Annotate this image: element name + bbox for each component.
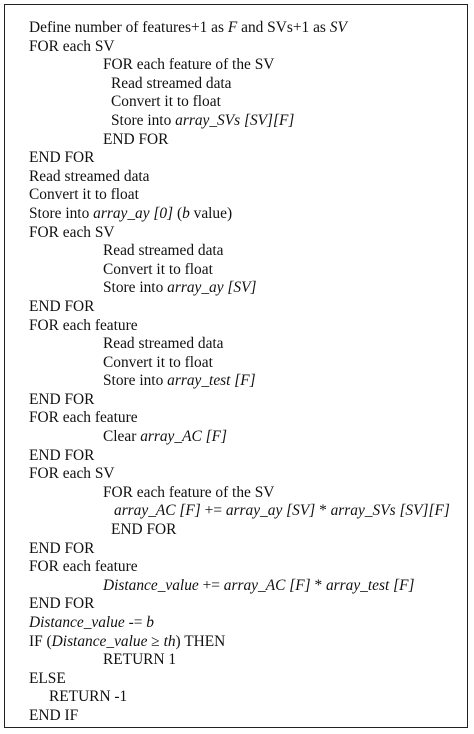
code-text: END FOR — [103, 130, 169, 148]
code-line — [25, 391, 465, 410]
code-text: FOR each SV — [29, 37, 115, 55]
code-line — [25, 261, 465, 280]
code-text: END IF — [29, 706, 79, 724]
code-line — [25, 93, 465, 112]
code-line — [25, 298, 465, 317]
code-text: * — [315, 502, 331, 520]
code-text: * — [310, 576, 326, 594]
code-text: += — [198, 576, 224, 594]
code-text: Clear — [103, 428, 141, 446]
code-text: Read streamed data — [103, 242, 224, 260]
code-line — [25, 186, 465, 205]
code-variable: b — [182, 204, 190, 222]
code-variable: b — [146, 614, 154, 631]
code-line — [25, 279, 465, 298]
code-text: RETURN 1 — [103, 651, 177, 669]
code-text: FOR each feature — [29, 316, 138, 334]
code-text: Store into — [103, 279, 168, 297]
code-line — [25, 521, 465, 540]
code-variable: th — [163, 632, 176, 650]
code-line — [25, 242, 465, 261]
code-text: Convert it to float — [29, 186, 139, 204]
code-variable: array_ay [SV] — [167, 279, 257, 297]
code-variable: F — [227, 19, 238, 36]
code-text: END FOR — [29, 539, 95, 557]
code-variable: Distance_value — [103, 576, 199, 594]
code-text: Read streamed data — [29, 167, 150, 185]
code-text: RETURN -1 — [49, 688, 128, 706]
code-line — [25, 112, 465, 131]
code-line — [25, 149, 465, 168]
code-line — [25, 168, 465, 187]
code-text: Store into — [111, 111, 176, 129]
code-variable: array_ay [SV] — [225, 502, 316, 520]
code-text: ELSE — [29, 669, 66, 687]
code-text: Convert it to float — [103, 260, 213, 278]
code-line — [25, 558, 465, 577]
code-variable: array_test [F] — [325, 576, 415, 594]
code-variable: array_ay [0] — [93, 204, 174, 222]
code-text: FOR each feature of the SV — [103, 56, 275, 74]
code-variable: Distance_value — [51, 632, 148, 650]
code-variable: array_AC [F] — [114, 502, 201, 520]
code-text: END FOR — [111, 521, 177, 539]
code-variable: SV — [329, 19, 347, 36]
code-text: and SVs+1 as — [237, 19, 330, 36]
code-text: FOR each SV — [29, 223, 115, 241]
code-text: END FOR — [29, 149, 95, 167]
code-text: FOR each SV — [29, 465, 115, 483]
code-variable: Distance_value — [29, 614, 125, 631]
code-text: IF ( — [29, 632, 52, 650]
code-line — [25, 205, 465, 224]
code-line — [25, 670, 465, 689]
code-text: END FOR — [29, 390, 95, 408]
code-line — [25, 688, 465, 707]
code-line — [25, 372, 465, 391]
code-text: value) — [189, 204, 233, 222]
code-variable: array_SVs [SV][F] — [330, 502, 450, 520]
code-text: FOR each feature of the SV — [103, 483, 275, 501]
code-line — [25, 19, 465, 38]
code-line — [25, 224, 465, 243]
code-line — [25, 484, 465, 503]
code-line — [25, 465, 465, 484]
code-text: ( — [173, 204, 183, 222]
code-line — [25, 131, 465, 150]
code-variable: array_AC [F] — [140, 428, 227, 446]
code-variable: array_test [F] — [167, 372, 256, 390]
code-line — [25, 595, 465, 614]
code-line — [25, 447, 465, 466]
code-line — [25, 38, 465, 57]
code-text: END FOR — [29, 446, 95, 464]
code-text: ≥ — [147, 632, 164, 650]
code-line — [25, 75, 465, 94]
code-text: Convert it to float — [111, 93, 221, 111]
code-line — [25, 577, 465, 596]
code-text: += — [200, 502, 226, 520]
code-line — [25, 428, 465, 447]
code-line — [25, 707, 465, 726]
pseudocode-listing — [25, 19, 465, 726]
code-text: END FOR — [29, 297, 95, 315]
code-text: Define number of features+1 as — [29, 19, 228, 36]
code-text: Read streamed data — [103, 335, 224, 353]
code-line — [25, 502, 465, 521]
code-line — [25, 409, 465, 428]
code-text: Convert it to float — [103, 353, 213, 371]
code-text: FOR each feature — [29, 558, 138, 576]
code-text: Store into — [103, 372, 168, 390]
algorithm-box — [4, 4, 468, 728]
code-line — [25, 317, 465, 336]
code-variable: array_SVs [SV][F] — [175, 111, 295, 129]
code-variable: array_AC [F] — [223, 576, 311, 594]
code-line — [25, 651, 465, 670]
code-line — [25, 354, 465, 373]
code-text: ) THEN — [175, 632, 226, 650]
code-line — [25, 335, 465, 354]
code-line — [25, 56, 465, 75]
code-text: FOR each feature — [29, 409, 138, 427]
code-line — [25, 633, 465, 652]
code-text: Store into — [29, 204, 94, 222]
code-line — [25, 540, 465, 559]
code-text: Read streamed data — [111, 74, 232, 92]
code-text: -= — [124, 614, 147, 631]
code-text: END FOR — [29, 595, 95, 613]
code-line — [25, 614, 465, 633]
